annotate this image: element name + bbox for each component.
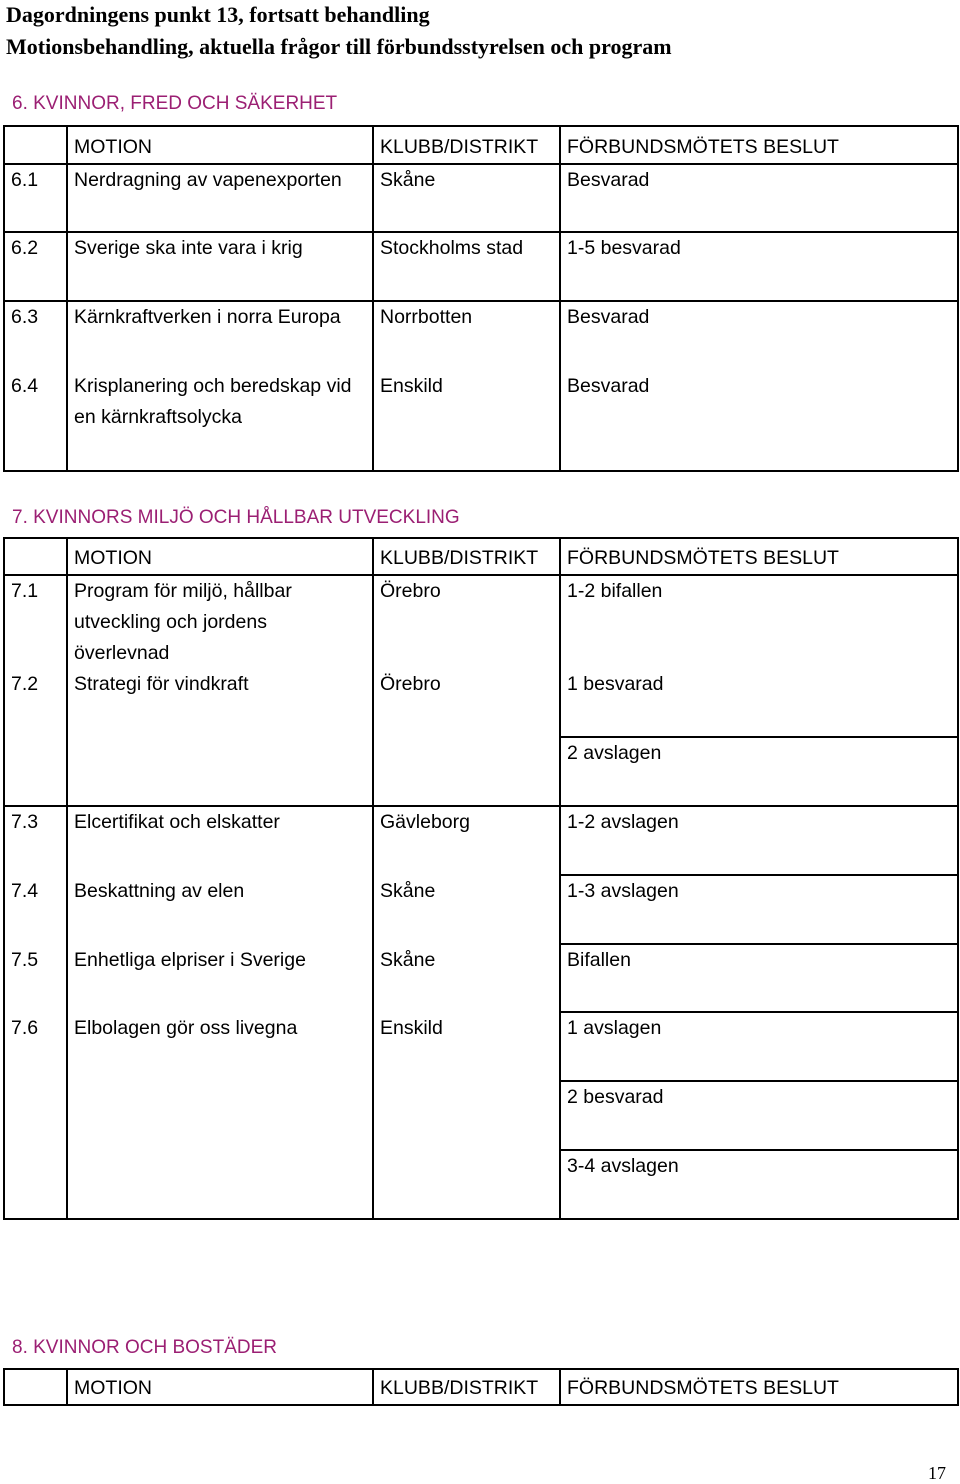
- column-header-club: KLUBB/DISTRIKT: [380, 1377, 539, 1399]
- heading-line-1: Dagordningens punkt 13, fortsatt behandling: [6, 2, 430, 27]
- table-border: [3, 1404, 959, 1406]
- motion-number: 7.6: [11, 1017, 39, 1039]
- section-title: 6. KVINNOR, FRED OCH SÄKERHET: [12, 93, 338, 114]
- club-district: Enskild: [380, 1017, 443, 1039]
- table-border: [3, 470, 959, 472]
- column-header-decision: FÖRBUNDSMÖTETS BESLUT: [567, 136, 839, 158]
- table-border: [559, 736, 959, 738]
- section-title: 8. KVINNOR OCH BOSTÄDER: [12, 1337, 277, 1358]
- table-border: [957, 537, 959, 1220]
- motion-title: Krisplanering och beredskap vid en kärnkraftsolycka: [74, 375, 352, 428]
- column-header-motion: MOTION: [74, 136, 152, 158]
- table-border: [3, 537, 959, 539]
- motion-title: Beskattning av elen: [74, 880, 245, 902]
- meeting-decision: Besvarad: [567, 169, 650, 191]
- motion-title: Sverige ska inte vara i krig: [74, 237, 303, 259]
- heading-line-2: Motionsbehandling, aktuella frågor till förbundsstyrelsen och program: [6, 34, 672, 59]
- motion-number: 7.3: [11, 811, 39, 833]
- club-district: Skåne: [380, 880, 436, 902]
- column-header-motion: MOTION: [74, 547, 152, 569]
- meeting-decision: 1-5 besvarad: [567, 237, 681, 259]
- club-district: Stockholms stad: [380, 237, 524, 259]
- club-district: Skåne: [380, 169, 436, 191]
- column-header-club: KLUBB/DISTRIKT: [380, 547, 539, 569]
- table-border: [372, 1368, 374, 1406]
- table-border: [372, 537, 374, 1220]
- table-border: [559, 1368, 561, 1406]
- club-district: Enskild: [380, 375, 443, 397]
- motion-number: 7.2: [11, 673, 39, 695]
- meeting-decision: 2 besvarad: [567, 1086, 664, 1108]
- motion-title: Elcertifikat och elskatter: [74, 811, 280, 833]
- table-border: [3, 1368, 5, 1406]
- table-border: [66, 537, 68, 1220]
- table-border: [559, 1080, 959, 1082]
- meeting-decision: Besvarad: [567, 306, 650, 328]
- motion-number: 6.2: [11, 237, 39, 259]
- motion-number: 6.4: [11, 375, 39, 397]
- meeting-decision: 1-2 bifallen: [567, 580, 663, 602]
- table-border: [66, 125, 68, 472]
- motion-number: 6.3: [11, 306, 39, 328]
- club-district: Örebro: [380, 580, 441, 602]
- column-header-club: KLUBB/DISTRIKT: [380, 136, 539, 158]
- motion-number: 6.1: [11, 169, 39, 191]
- club-district: Skåne: [380, 949, 436, 971]
- meeting-decision: 1-3 avslagen: [567, 880, 679, 902]
- club-district: Örebro: [380, 673, 441, 695]
- motion-title: Nerdragning av vapenexporten: [74, 169, 342, 191]
- table-border: [559, 1149, 959, 1151]
- table-border: [3, 1368, 959, 1370]
- table-border: [66, 1368, 68, 1406]
- table-border: [957, 125, 959, 472]
- meeting-decision: Besvarad: [567, 375, 650, 397]
- table-border: [372, 125, 374, 472]
- table-border: [957, 1368, 959, 1406]
- motion-title: Program för miljö, hållbar utveckling och jordens överlevnad: [74, 580, 292, 664]
- motion-title: Enhetliga elpriser i Sverige: [74, 949, 306, 971]
- section-title: 7. KVINNORS MILJÖ OCH HÅLLBAR UTVECKLING: [12, 507, 460, 528]
- table-border: [3, 1218, 959, 1220]
- club-district: Gävleborg: [380, 811, 470, 833]
- motion-number: 7.5: [11, 949, 39, 971]
- page-number: 17: [928, 1463, 946, 1483]
- club-district: Norrbotten: [380, 306, 473, 328]
- table-border: [559, 125, 561, 472]
- column-header-motion: MOTION: [74, 1377, 152, 1399]
- column-header-decision: FÖRBUNDSMÖTETS BESLUT: [567, 547, 839, 569]
- column-header-decision: FÖRBUNDSMÖTETS BESLUT: [567, 1377, 839, 1399]
- meeting-decision: 1 besvarad: [567, 673, 664, 695]
- motion-title: Kärnkraftverken i norra Europa: [74, 306, 341, 328]
- meeting-decision: 3-4 avslagen: [567, 1155, 679, 1177]
- motion-title: Strategi för vindkraft: [74, 673, 249, 695]
- table-border: [559, 537, 561, 1220]
- meeting-decision: 2 avslagen: [567, 742, 662, 764]
- meeting-decision: Bifallen: [567, 949, 631, 971]
- motion-title: Elbolagen gör oss livegna: [74, 1017, 298, 1039]
- meeting-decision: 1 avslagen: [567, 1017, 662, 1039]
- motion-number: 7.1: [11, 580, 39, 602]
- table-border: [3, 537, 5, 1220]
- table-border: [3, 125, 959, 127]
- motion-number: 7.4: [11, 880, 39, 902]
- meeting-decision: 1-2 avslagen: [567, 811, 679, 833]
- table-border: [3, 125, 5, 472]
